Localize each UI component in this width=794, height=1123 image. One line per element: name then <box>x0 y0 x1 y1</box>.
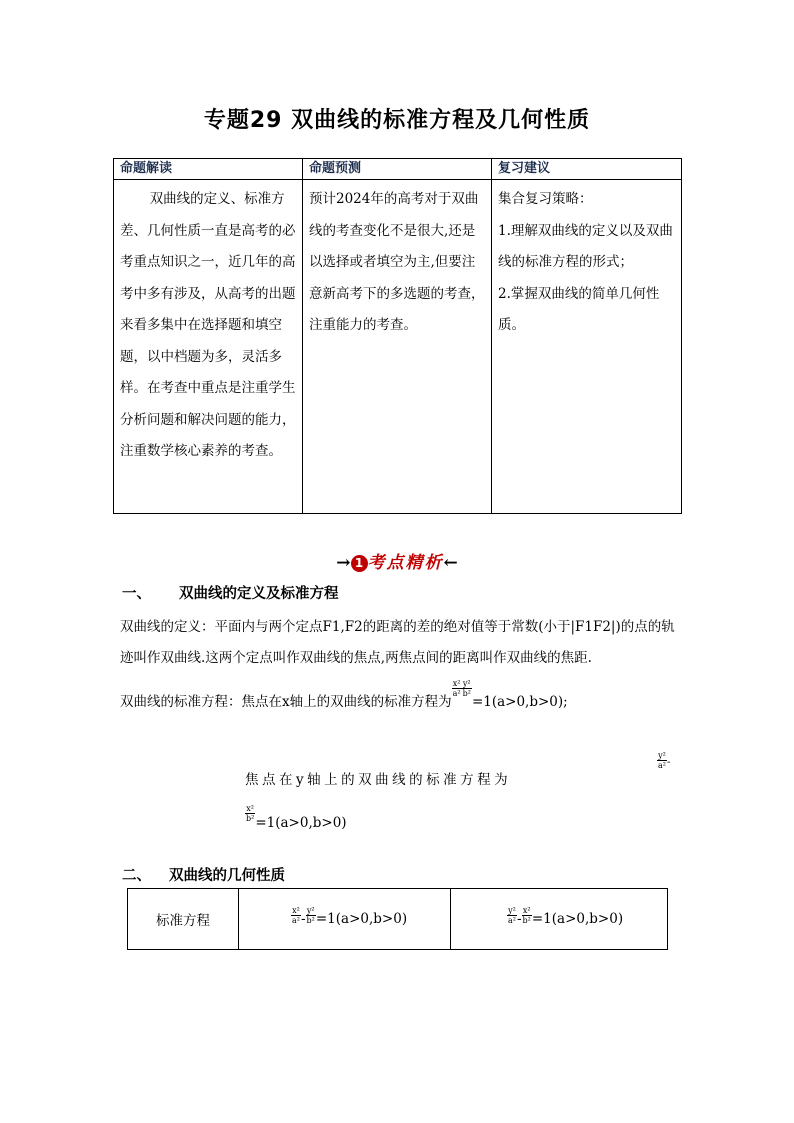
advice-cell <box>492 180 682 514</box>
frac-numerator: y² <box>508 905 516 915</box>
prediction-text: 预计2024年的高考对于双曲线的考查变化不是很大,还是以选择或者填空为主,但要注意新高考下的多选题的考查，注重能力的考查。 <box>303 180 492 514</box>
intro-table-header <box>114 159 682 180</box>
section1-title: 双曲线的定义及标准方程 <box>179 586 339 602</box>
std-eq-y-tail: =1(a>0,b>0) <box>255 815 347 831</box>
header-prediction: 命题预测 <box>303 159 492 180</box>
minus-sign: - <box>300 910 306 927</box>
banner-label: 考点精析 <box>367 553 444 573</box>
frac-numerator: x² <box>452 679 461 688</box>
frac-y2-a2 <box>657 751 667 770</box>
intro-table <box>113 158 682 514</box>
frac-denominator: b² <box>306 915 315 925</box>
frac-y2-b2 <box>306 906 316 925</box>
frac-denominator: b² <box>522 915 531 925</box>
std-eq-x-prefix: 双曲线的标准方程：焦点在x轴上的双曲线的标准方程为 <box>120 694 452 710</box>
frac-x2-b2 <box>245 804 255 823</box>
left-arrow-icon: ← <box>443 553 458 573</box>
std-eq-y-line2 <box>245 804 347 833</box>
std-eq-x-line <box>120 679 700 710</box>
advice-line-3: 2.掌握双曲线的简单几何性质。 <box>498 285 660 333</box>
minus-sign: - <box>666 757 671 768</box>
eq-y-cell <box>451 889 668 950</box>
frac-numerator: y² <box>306 905 315 915</box>
eq-x-cell <box>239 889 451 950</box>
definition-line-2: 迹叫作双曲线.这两个定点叫作双曲线的焦点,两焦点间的距离叫作双曲线的焦距. <box>120 650 592 666</box>
section2-number: 二、 <box>122 868 151 884</box>
page-title: 专题29 双曲线的标准方程及几何性质 <box>203 108 591 133</box>
section2-heading <box>122 864 285 885</box>
frac-y2-b2 <box>462 679 472 698</box>
properties-row-std-eq <box>128 889 668 950</box>
frac-denominator: b² <box>246 814 255 823</box>
section1-number: 一、 <box>122 586 151 602</box>
std-eq-x-tail: =1(a>0,b>0); <box>471 694 568 710</box>
frac-numerator: y² <box>462 679 471 688</box>
frac-x2-a2 <box>452 679 462 698</box>
frac-x2-b2 <box>522 906 532 925</box>
definition-line-1: 双曲线的定义：平面内与两个定点F1,F2的距离的差的绝对值等于常数(小于|F1F2|)的点的轨 <box>120 619 675 635</box>
frac-denominator: b² <box>462 689 471 698</box>
eq-y-fraction <box>657 750 670 770</box>
frac-denominator: a² <box>508 915 516 925</box>
section2-title: 双曲线的几何性质 <box>169 868 285 884</box>
section-banner <box>0 548 794 573</box>
frac-numerator: x² <box>246 804 255 813</box>
frac-numerator: y² <box>658 751 666 760</box>
header-advice: 复习建议 <box>492 159 682 180</box>
advice-line-1: 集合复习策略： <box>498 191 593 207</box>
frac-denominator: a² <box>292 915 300 925</box>
frac-numerator: x² <box>522 905 531 915</box>
eq1-tail: =1(a>0,b>0) <box>315 910 408 927</box>
frac-numerator: x² <box>292 905 300 915</box>
frac-y2-a2 <box>507 906 517 925</box>
intro-table-body <box>114 180 682 514</box>
eq-x-fraction <box>452 679 472 698</box>
frac-denominator: a² <box>658 761 666 770</box>
frac-x2-a2 <box>291 906 301 925</box>
std-eq-y-prefix: 焦点在y轴上的双曲线的标准方程为 <box>245 772 512 788</box>
frac-denominator: a² <box>452 689 461 698</box>
minus-sign: - <box>516 910 522 927</box>
row-label-std-eq: 标准方程 <box>128 889 239 950</box>
header-interpretation: 命题解读 <box>114 159 303 180</box>
section1-heading <box>122 582 339 603</box>
advice-line-2: 1.理解双曲线的定义以及双曲线的标准方程的形式； <box>498 222 673 270</box>
interpretation-text: 双曲线的定义、标准方差、几何性质一直是高考的必考重点知识之一，近几年的高考中多有涉及，从高考的出题来看多集中在选择题和填空题，以中档题为多，灵活多样。在考查中重点是注重学生分析问题和解决问题的能力，注重数学核心素养的考查。 <box>114 180 303 514</box>
properties-table <box>127 888 668 950</box>
eq2-tail: =1(a>0,b>0) <box>531 910 624 927</box>
right-arrow-icon: → <box>336 553 351 573</box>
number-badge: 1 <box>351 555 368 572</box>
